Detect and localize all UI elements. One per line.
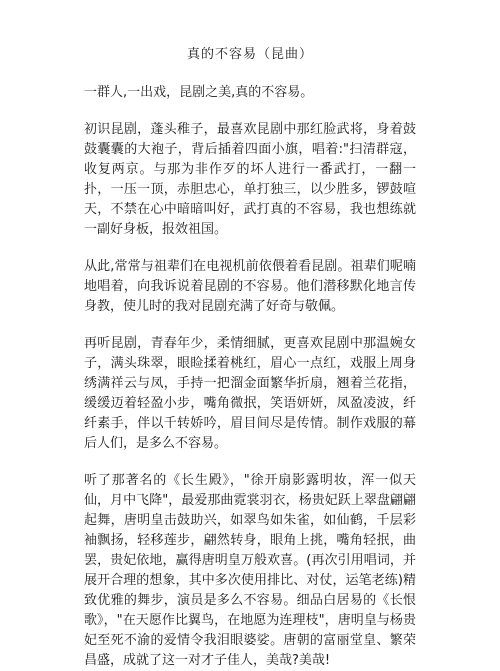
document-title: 真的不容易（昆曲） <box>186 47 313 62</box>
paragraph-5: 听了那著名的《长生殿》，"徐开扇影露明妆，浑一似天仙，月中飞降"，最爱那曲霓裳羽衣，杨贵妃跃上翠盘翩翩起舞，唐明皇击鼓助兴，如翠鸟如朱雀，如仙鹤，千层彩袖飘扬，轻移莲步，翩然转身，眼角上挑，嘴角轻抿，曲罢，贵妃依地，赢得唐明皇万般欢喜。(再次引用唱词，并展开合理的想象，其中多次使用排比、对仗，运笔老练)精致优雅的舞步，演员是多么不容易。细品白居易的《长恨歌》，"在天愿作比翼鸟，在地愿为连理枝"，唐明皇与杨贵妃至死不渝的爱情令我泪眼婆娑。唐朝的富丽堂皇、繁荣昌盛，成就了这一对才子佳人，美哉?美哉! <box>84 473 416 668</box>
paragraph-4: 再听昆剧，青春年少，柔情细腻，更喜欢昆剧中那温婉女子，满头珠翠，眼睑揉着桃红，眉心一点红，戏服上周身绣满祥云与凤，手持一把溜金面繁华折扇，翘着兰花指，缓缓迈着轻盈小步，嘴角微抿，笑语妍妍，凤盈凌波，纤纤素手，伴以千转娇吟，眉目间尽是传情。制作戏服的幕后人们，是多么不容易。 <box>84 336 416 451</box>
paragraph-3: 从此,常常与祖辈们在电视机前依偎着看昆剧。祖辈们呢喃地唱着，向我诉说着昆剧的不容易。他们潜移默化地言传身教，使儿时的我对昆剧充满了好奇与敬佩。 <box>84 259 416 314</box>
paragraph-1: 一群人,一出戏，昆剧之美,真的不容易。 <box>84 85 314 100</box>
paragraph-2: 初识昆剧，蓬头稚子，最喜欢昆剧中那红脸武将，身着鼓鼓囊囊的大袍子，背后插着四面小旗，唱着:"扫清群寇，收复两京。与那为非作歹的坏人进行一番武打，一翻一扑，一压一顶，赤胆忠心，单打独三，以少胜多，锣鼓喧天，不禁在心中暗暗叫好，武打真的不容易，我也想练就一副好身板，报效祖国。 <box>84 122 416 237</box>
